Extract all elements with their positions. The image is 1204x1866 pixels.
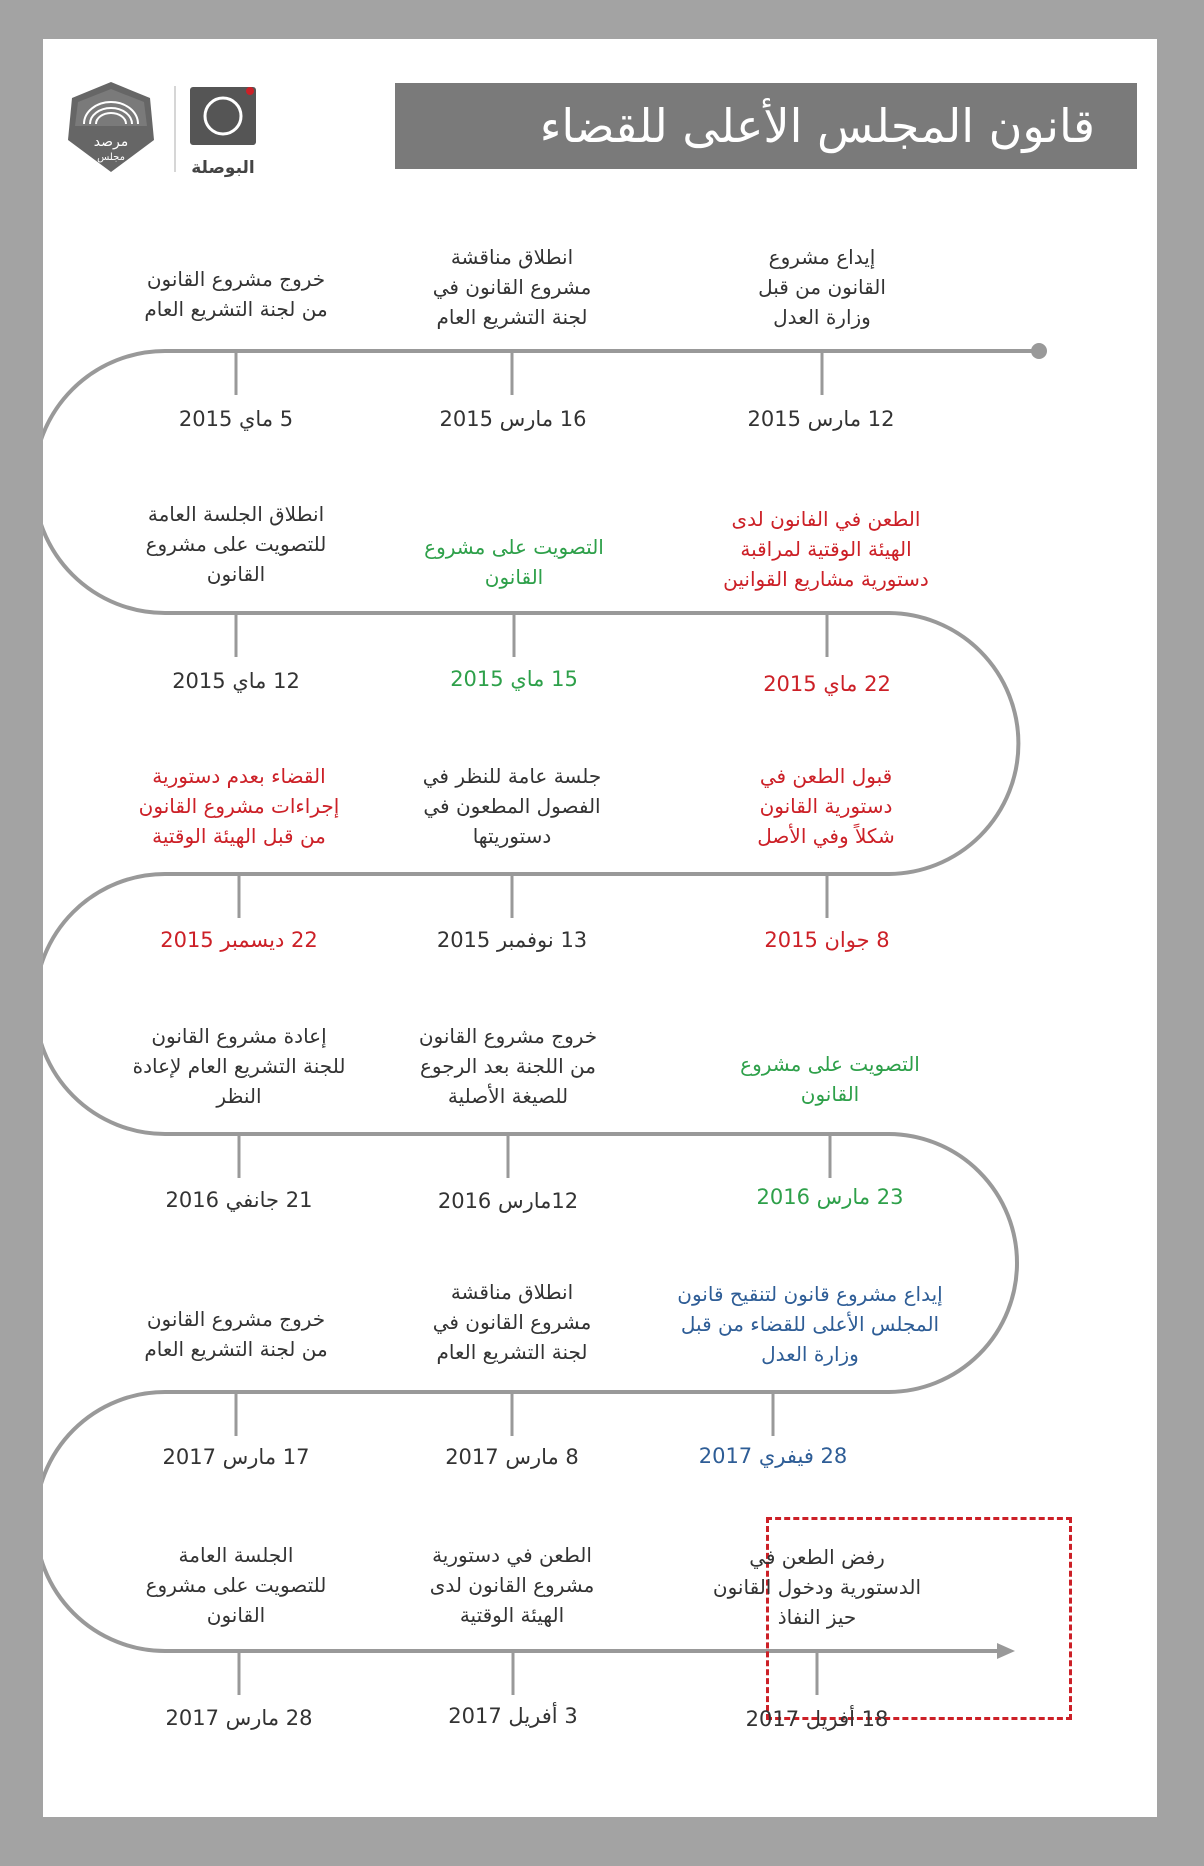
event-label: انطلاق الجلسة العامة للتصويت على مشروع القانون bbox=[145, 502, 327, 586]
event-date: 12 مارس 2015 bbox=[747, 407, 895, 431]
event-date: 22 ديسمبر 2015 bbox=[160, 928, 318, 952]
event-date: 13 نوفمبر 2015 bbox=[436, 928, 588, 952]
event-date: 28 فيفري 2017 bbox=[698, 1444, 848, 1468]
infographic-page bbox=[43, 39, 1157, 1817]
event-label: التصويت على مشروع القانون bbox=[740, 1052, 920, 1106]
event-label: إيداع مشروع القانون من قبل وزارة العدل bbox=[758, 245, 886, 329]
event-date: 16 مارس 2015 bbox=[439, 407, 587, 431]
svg-text:مرصد: مرصد bbox=[93, 134, 129, 150]
event-date: 23 مارس 2016 bbox=[756, 1185, 904, 1209]
event-date: 12 ماي 2015 bbox=[172, 669, 300, 693]
event-label: جلسة عامة للنظر في الفصول المطعون في دستوريتها bbox=[422, 764, 602, 848]
event-label: خروج مشروع القانون من لجنة التشريع العام bbox=[144, 1307, 328, 1361]
svg-text:مجلس: مجلس bbox=[97, 152, 125, 163]
event-label: رفض الطعن في الدستورية ودخول القانون حيز النفاذ bbox=[712, 1545, 922, 1629]
event-date: 28 مارس 2017 bbox=[165, 1706, 313, 1730]
event-label: انطلاق مناقشة مشروع القانون في لجنة التشريع العام bbox=[432, 245, 592, 329]
event-date: 18 أفريل 2017 bbox=[745, 1707, 889, 1731]
event-label: خروج مشروع القانون من لجنة التشريع العام bbox=[144, 267, 328, 321]
event-label: انطلاق مناقشة مشروع القانون في لجنة التشريع العام bbox=[432, 1280, 592, 1364]
event-date: 15 ماي 2015 bbox=[450, 667, 578, 691]
event-label: الطعن في دستورية مشروع القانون لدى الهيئة الوقتية bbox=[429, 1543, 595, 1627]
event-date: 8 جوان 2015 bbox=[764, 928, 890, 952]
event-label: القضاء بعدم دستورية إجراءات مشروع القانون من قبل الهيئة الوقتية bbox=[138, 764, 340, 848]
event-label: التصويت على مشروع القانون bbox=[424, 535, 604, 589]
event-date: 22 ماي 2015 bbox=[763, 672, 891, 696]
page-title: قانون المجلس الأعلى للقضاء bbox=[539, 99, 1095, 153]
event-date: 17 مارس 2017 bbox=[162, 1445, 310, 1469]
event-label: الطعن في الفانون لدى الهيئة الوقتية لمراقبة دستورية مشاريع القوانين bbox=[723, 507, 929, 591]
event-date: 3 أفريل 2017 bbox=[448, 1704, 578, 1728]
event-label: خروج مشروع القانون من اللجنة بعد الرجوع للصيغة الأصلية bbox=[418, 1024, 598, 1108]
event-date: 8 مارس 2017 bbox=[445, 1445, 579, 1469]
event-date: 5 ماي 2015 bbox=[178, 407, 294, 431]
event-label: الجلسة العامة للتصويت على مشروع القانون bbox=[145, 1543, 327, 1627]
event-date: 21 جانفي 2016 bbox=[165, 1188, 313, 1212]
event-label: إيداع مشروع قانون لتنقيح قانون المجلس الأعلى للقضاء من قبل وزارة العدل bbox=[677, 1282, 943, 1366]
event-label: إعادة مشروع القانون للجنة التشريع العام لإعادة النظر bbox=[132, 1024, 346, 1108]
brand-name: البوصلة bbox=[191, 158, 255, 178]
event-date: 12مارس 2016 bbox=[437, 1189, 579, 1213]
event-label: قبول الطعن في دستورية القانون شكلاً وفي الأصل bbox=[757, 764, 895, 848]
